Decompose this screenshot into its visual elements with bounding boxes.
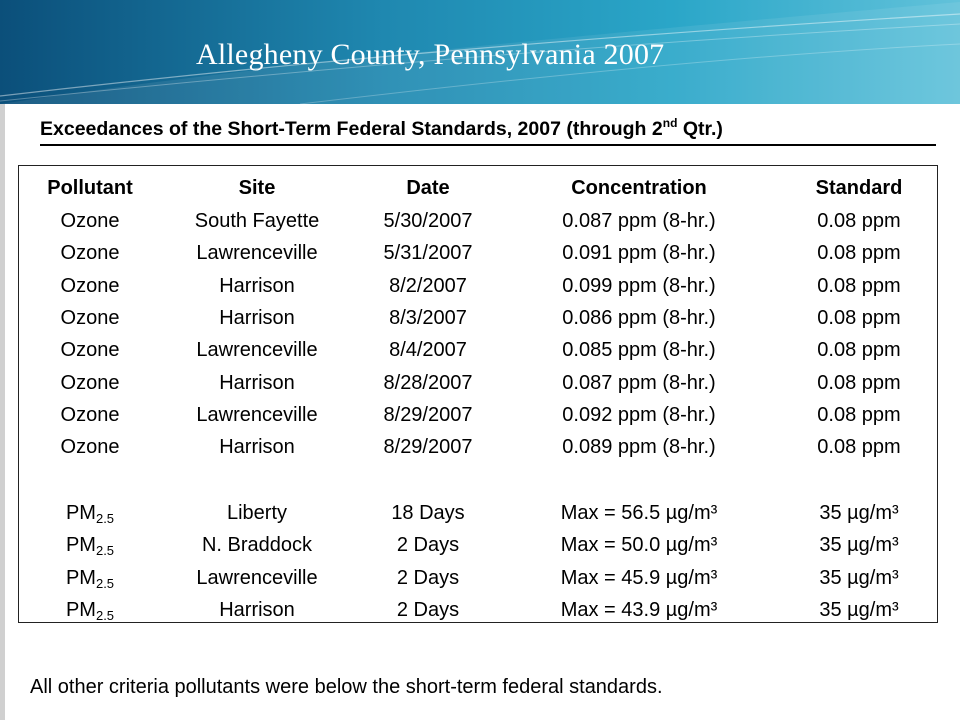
ozone-row-8-concentration-text: 0.089 ppm (8-hr.): [562, 436, 716, 459]
exceedances-table-border: [18, 165, 938, 623]
footer-note: All other criteria pollutants were below the short-term federal standards.: [30, 676, 663, 698]
pm-row-4-concentration: [561, 598, 718, 622]
pm-row-4-site-text: Harrison: [219, 598, 295, 621]
ozone-row-1-pollutant-text: Ozone: [60, 210, 120, 232]
pm-row-4-date: [397, 598, 459, 622]
ozone-row-2-concentration: [562, 241, 715, 265]
ozone-row-2-date-text: 5/31/2007: [383, 242, 473, 265]
ozone-row-2-pollutant: [61, 241, 120, 265]
ozone-row-1-concentration-text: 0.087 ppm (8-hr.): [562, 210, 716, 232]
pm-row-3-pollutant-text: PM: [65, 566, 96, 589]
ozone-row-8-date: [384, 435, 473, 459]
ozone-row-4-pollutant: [61, 306, 120, 330]
pm-row-3-pollutant-subscript: 2.5: [95, 575, 115, 591]
pm-row-3-site: [196, 566, 317, 590]
ozone-row-6-date-text: 8/28/2007: [383, 371, 473, 394]
pm-row-4-standard: [819, 598, 898, 622]
header-pollutant: Pollutant: [47, 177, 133, 199]
ozone-row-8-site-text: Harrison: [219, 436, 295, 459]
ozone-row-7-pollutant-text: Ozone: [60, 403, 120, 426]
pm-row-1-standard-text: 35 µg/m³: [819, 502, 899, 524]
pm-row-3-standard-text: 35 µg/m³: [819, 566, 899, 589]
ozone-row-3-concentration-text: 0.099 ppm (8-hr.): [562, 274, 716, 297]
pm-row-2-date-text: 2 Days: [396, 534, 460, 557]
ozone-row-3-standard: [817, 274, 900, 298]
pm-row-3-date: [397, 566, 459, 590]
ozone-row-3-site-text: Harrison: [219, 274, 295, 297]
pm-row-4-date-text: 2 Days: [396, 598, 460, 621]
ozone-row-8-pollutant: [61, 435, 120, 459]
pm-row-4-site: [219, 598, 295, 622]
ozone-row-6-site: [219, 371, 295, 395]
ozone-row-6-pollutant-text: Ozone: [60, 371, 120, 394]
ozone-row-7-site: [196, 403, 317, 427]
ozone-row-5-standard: [817, 338, 900, 362]
left-edge-shadow: [0, 104, 5, 720]
ozone-row-5-site: [196, 338, 317, 362]
ozone-row-3-date: [389, 274, 467, 298]
pm-row-2-standard: [819, 533, 898, 557]
ozone-row-5-date: [389, 338, 467, 362]
ozone-row-1-date: [384, 209, 473, 233]
heading-superscript: nd: [662, 116, 678, 130]
pm-row-4-pollutant-subscript: 2.5: [95, 607, 115, 623]
ozone-row-7-site-text: Lawrenceville: [196, 403, 318, 426]
ozone-row-4-standard: [817, 306, 900, 330]
pm-row-2-pollutant-text: PM: [65, 534, 96, 557]
pm-row-2-standard-text: 35 µg/m³: [819, 534, 899, 557]
pm-row-3-date-text: 2 Days: [396, 566, 460, 589]
heading-suffix: Qtr.): [677, 118, 723, 140]
ozone-row-1-pollutant: [61, 209, 120, 233]
ozone-row-7-pollutant: [61, 403, 120, 427]
pm-row-3-concentration: [561, 566, 718, 590]
pm-row-1-concentration-text: Max = 56.5 µg/m³: [560, 502, 718, 524]
ozone-row-2-concentration-text: 0.091 ppm (8-hr.): [562, 242, 716, 265]
pm-row-1-site: [227, 501, 287, 525]
table-heading: [40, 116, 940, 141]
ozone-row-5-standard-text: 0.08 ppm: [817, 339, 901, 362]
ozone-row-7-concentration-text: 0.092 ppm (8-hr.): [562, 403, 716, 426]
pm-row-1-date: [391, 501, 464, 525]
ozone-row-1-standard-text: 0.08 ppm: [817, 210, 901, 232]
ozone-row-5-concentration: [562, 338, 715, 362]
pm-row-3-site-text: Lawrenceville: [196, 566, 318, 589]
pm-row-2-site: [202, 533, 312, 557]
heading-underline: [40, 144, 936, 146]
ozone-row-7-date-text: 8/29/2007: [383, 403, 473, 426]
ozone-row-5-date-text: 8/4/2007: [389, 339, 467, 362]
slide-title: Allegheny County, Pennsylvania 2007: [196, 38, 665, 71]
pm-row-3-concentration-text: Max = 45.9 µg/m³: [560, 566, 718, 589]
ozone-row-4-concentration-text: 0.086 ppm (8-hr.): [562, 306, 716, 329]
pm-row-1-concentration: [561, 501, 718, 525]
pm-row-2-pollutant-subscript: 2.5: [95, 543, 115, 559]
ozone-row-3-date-text: 8/2/2007: [389, 274, 467, 297]
ozone-row-4-date: [389, 306, 467, 330]
ozone-row-4-site: [219, 306, 295, 330]
ozone-row-8-date-text: 8/29/2007: [383, 436, 473, 459]
ozone-row-7-concentration: [562, 403, 715, 427]
ozone-row-6-concentration: [562, 371, 715, 395]
pm-row-2-date: [397, 533, 459, 557]
ozone-row-6-standard-text: 0.08 ppm: [817, 371, 901, 394]
ozone-row-3-concentration: [562, 274, 715, 298]
ozone-row-1-site: [195, 209, 320, 233]
ozone-row-5-concentration-text: 0.085 ppm (8-hr.): [562, 339, 716, 362]
ozone-row-4-pollutant-text: Ozone: [60, 306, 120, 329]
title-banner: [0, 0, 960, 104]
ozone-row-2-site-text: Lawrenceville: [196, 242, 318, 265]
pm-row-1-site-text: Liberty: [226, 502, 288, 524]
ozone-row-5-pollutant: [61, 338, 120, 362]
ozone-row-6-pollutant: [61, 371, 120, 395]
pm-row-3-standard: [819, 566, 898, 590]
ozone-row-6-date: [384, 371, 473, 395]
pm-row-4-pollutant: [66, 598, 114, 628]
ozone-row-2-date: [384, 241, 473, 265]
pm-row-4-standard-text: 35 µg/m³: [819, 598, 899, 621]
ozone-row-2-pollutant-text: Ozone: [60, 242, 120, 265]
ozone-row-7-standard: [817, 403, 900, 427]
ozone-row-1-date-text: 5/30/2007: [383, 210, 473, 232]
ozone-row-1-standard: [817, 209, 900, 233]
pm-row-1-pollutant-subscript: 2.5: [95, 511, 115, 526]
ozone-row-2-standard-text: 0.08 ppm: [817, 242, 901, 265]
pm-row-1-date-text: 18 Days: [391, 502, 465, 524]
ozone-row-2-site: [196, 241, 317, 265]
ozone-row-8-concentration: [562, 435, 715, 459]
pm-row-1-standard: [819, 501, 898, 525]
pm-row-2-concentration-text: Max = 50.0 µg/m³: [560, 534, 718, 557]
pm-row-4-concentration-text: Max = 43.9 µg/m³: [560, 598, 718, 621]
header-concentration: Concentration: [571, 177, 707, 199]
ozone-row-4-standard-text: 0.08 ppm: [817, 306, 901, 329]
header-site: Site: [238, 177, 276, 199]
ozone-row-8-pollutant-text: Ozone: [60, 436, 120, 459]
ozone-row-1-concentration: [562, 209, 715, 233]
ozone-row-5-pollutant-text: Ozone: [60, 339, 120, 362]
ozone-row-5-site-text: Lawrenceville: [196, 339, 318, 362]
ozone-row-8-site: [219, 435, 295, 459]
heading-text: Exceedances of the Short-Term Federal Standards, 2007 (through 2: [40, 118, 663, 140]
header-date: Date: [406, 177, 450, 199]
ozone-row-3-pollutant: [61, 274, 120, 298]
ozone-row-3-pollutant-text: Ozone: [60, 274, 120, 297]
ozone-row-6-standard: [817, 371, 900, 395]
ozone-row-7-standard-text: 0.08 ppm: [817, 403, 901, 426]
pm-row-2-site-text: N. Braddock: [201, 534, 313, 557]
ozone-row-8-standard-text: 0.08 ppm: [817, 436, 901, 459]
ozone-row-6-site-text: Harrison: [219, 371, 295, 394]
pm-row-3-pollutant: [66, 566, 114, 596]
ozone-row-7-date: [384, 403, 473, 427]
ozone-row-2-standard: [817, 241, 900, 265]
ozone-row-8-standard: [817, 435, 900, 459]
ozone-row-3-standard-text: 0.08 ppm: [817, 274, 901, 297]
pm-row-2-pollutant: [66, 533, 114, 563]
ozone-row-6-concentration-text: 0.087 ppm (8-hr.): [562, 371, 716, 394]
ozone-row-4-concentration: [562, 306, 715, 330]
ozone-row-4-site-text: Harrison: [219, 306, 295, 329]
ozone-row-3-site: [219, 274, 295, 298]
pm-row-2-concentration: [561, 533, 718, 557]
pm-row-1-pollutant-text: PM: [65, 502, 96, 524]
header-standard: Standard: [815, 177, 903, 199]
ozone-row-1-site-text: South Fayette: [194, 210, 320, 232]
pm-row-1-pollutant: [66, 501, 114, 531]
pm-row-4-pollutant-text: PM: [65, 598, 96, 621]
ozone-row-4-date-text: 8/3/2007: [389, 306, 467, 329]
